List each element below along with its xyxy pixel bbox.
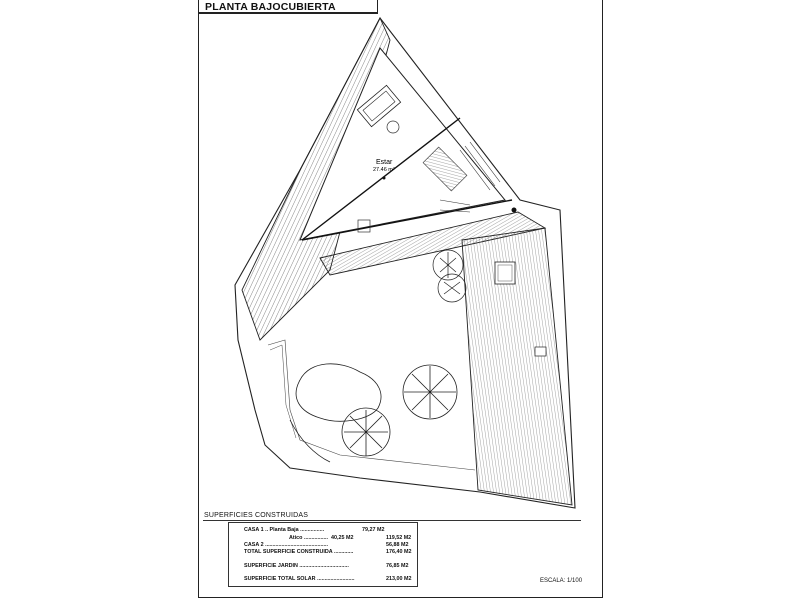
summary-table xyxy=(228,522,418,587)
roof-slope-right xyxy=(462,228,572,505)
summary-row-label: TOTAL SUPERFICIE CONSTRUIDA ............. xyxy=(244,549,354,555)
summary-row-value: 79,27 M2 xyxy=(362,527,385,533)
room-point xyxy=(383,177,386,180)
summary-row-label: SUPERFICIE JARDIN ................................. xyxy=(244,563,349,569)
summary-row-value: 76,85 M2 xyxy=(386,563,409,569)
large-tree-icon xyxy=(290,364,457,462)
room-area-label: 27.46 m² xyxy=(373,167,395,173)
summary-row-label: Atico ................ xyxy=(289,535,328,541)
plan-title: PLANTA BAJOCUBIERTA xyxy=(205,1,336,13)
summary-row-value: 176,40 M2 xyxy=(386,549,412,555)
summary-row-label: CASA 1 .. Planta Baja ................ xyxy=(244,527,325,533)
tree-icon xyxy=(433,250,466,302)
summary-row-value: 213,00 M2 xyxy=(386,576,412,582)
summary-row-label: SUPERFICIE TOTAL SOLAR ......................... xyxy=(244,576,355,582)
garden-edge xyxy=(268,340,475,470)
summary-row-label: CASA 2 .......................................... xyxy=(244,542,328,548)
summary-heading: SUPERFICIES CONSTRUIDAS xyxy=(204,512,309,519)
summary-row-value: 40,25 M2 xyxy=(331,535,354,541)
summary-row-total: 119,52 M2 xyxy=(386,535,412,541)
chimney-icon xyxy=(535,347,546,356)
scale-label: ESCALA: 1/100 xyxy=(540,578,583,584)
room-name-label: Estar xyxy=(376,159,393,166)
column-marker xyxy=(512,208,517,213)
summary-row-value: 56,88 M2 xyxy=(386,542,409,548)
summary-rule xyxy=(203,520,581,521)
